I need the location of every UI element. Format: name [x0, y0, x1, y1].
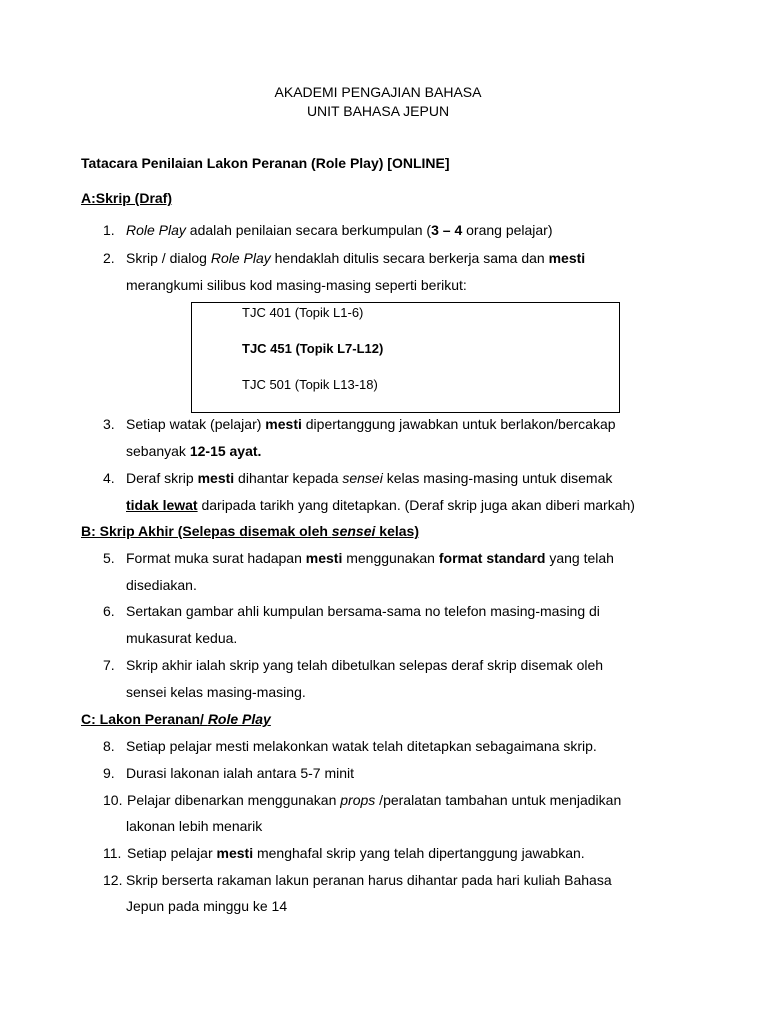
- list-item-5: Format muka surat hadapan mesti menggunakan format standard yang telah: [126, 550, 614, 566]
- list-item-9: Durasi lakonan ialah antara 5-7 minit: [126, 765, 355, 781]
- course-topic-row: TJC 401 (Topik L1-6): [242, 305, 364, 320]
- section-c-heading: C: Lakon Peranan/ Role Play: [81, 711, 271, 727]
- list-number: 4.: [103, 470, 115, 486]
- list-number: 5.: [103, 550, 115, 566]
- list-number: 3.: [103, 416, 115, 432]
- list-item-5-cont: disediakan.: [126, 577, 197, 593]
- list-number: 7.: [103, 657, 115, 673]
- list-item-7-cont: sensei kelas masing-masing.: [126, 684, 306, 700]
- list-number: 8.: [103, 738, 115, 754]
- list-number: 10.: [103, 792, 123, 808]
- course-topic-row: TJC 451 (Topik L7-L12): [242, 341, 384, 356]
- list-item-12: Skrip berserta rakaman lakun peranan harus dihantar pada hari kuliah Bahasa: [126, 872, 612, 888]
- list-item-10: Pelajar dibenarkan menggunakan props /peralatan tambahan untuk menjadikan: [127, 792, 622, 808]
- list-item-4-cont: tidak lewat daripada tarikh yang ditetapkan. (Deraf skrip juga akan diberi markah): [126, 497, 635, 513]
- list-item-4: Deraf skrip mesti dihantar kepada sensei kelas masing-masing untuk disemak: [126, 470, 613, 486]
- list-item-3-cont: sebanyak 12-15 ayat.: [126, 443, 262, 459]
- list-item-12-cont: Jepun pada minggu ke 14: [126, 898, 288, 914]
- list-number: 9.: [103, 765, 115, 781]
- list-item-6-cont: mukasurat kedua.: [126, 630, 238, 646]
- list-item-7: Skrip akhir ialah skrip yang telah dibetulkan selepas deraf skrip disemak oleh: [126, 657, 604, 673]
- list-item-2-cont: merangkumi silibus kod masing-masing seperti berikut:: [126, 277, 467, 293]
- list-item-6: Sertakan gambar ahli kumpulan bersama-sama no telefon masing-masing di: [126, 603, 600, 619]
- list-number: 6.: [103, 603, 115, 619]
- unit-name: UNIT BAHASA JEPUN: [306, 103, 450, 119]
- section-a-heading: A:Skrip (Draf): [81, 190, 173, 206]
- institution-name: AKADEMI PENGAJIAN BAHASA: [274, 84, 482, 100]
- list-number: 12.: [103, 872, 123, 888]
- list-item-2: Skrip / dialog Role Play hendaklah ditulis secara berkerja sama dan mesti: [126, 250, 586, 266]
- document-title: Tatacara Penilaian Lakon Peranan (Role Play) [ONLINE]: [81, 155, 450, 171]
- list-number: 11.: [103, 845, 122, 861]
- section-b-heading: B: Skrip Akhir (Selepas disemak oleh sensei kelas): [81, 523, 419, 539]
- list-number: 2.: [103, 250, 115, 266]
- course-topics-box: [191, 302, 620, 413]
- course-topic-row: TJC 501 (Topik L13-18): [242, 377, 378, 392]
- list-item-3: Setiap watak (pelajar) mesti dipertanggung jawabkan untuk berlakon/bercakap: [126, 416, 616, 432]
- list-item-8: Setiap pelajar mesti melakonkan watak telah ditetapkan sebagaimana skrip.: [126, 738, 597, 754]
- list-item-11: Setiap pelajar mesti menghafal skrip yang telah dipertanggung jawabkan.: [127, 845, 585, 861]
- list-number: 1.: [103, 222, 115, 238]
- list-item-1: Role Play adalah penilaian secara berkumpulan (3 – 4 orang pelajar): [126, 222, 553, 238]
- list-item-10-cont: lakonan lebih menarik: [126, 818, 263, 834]
